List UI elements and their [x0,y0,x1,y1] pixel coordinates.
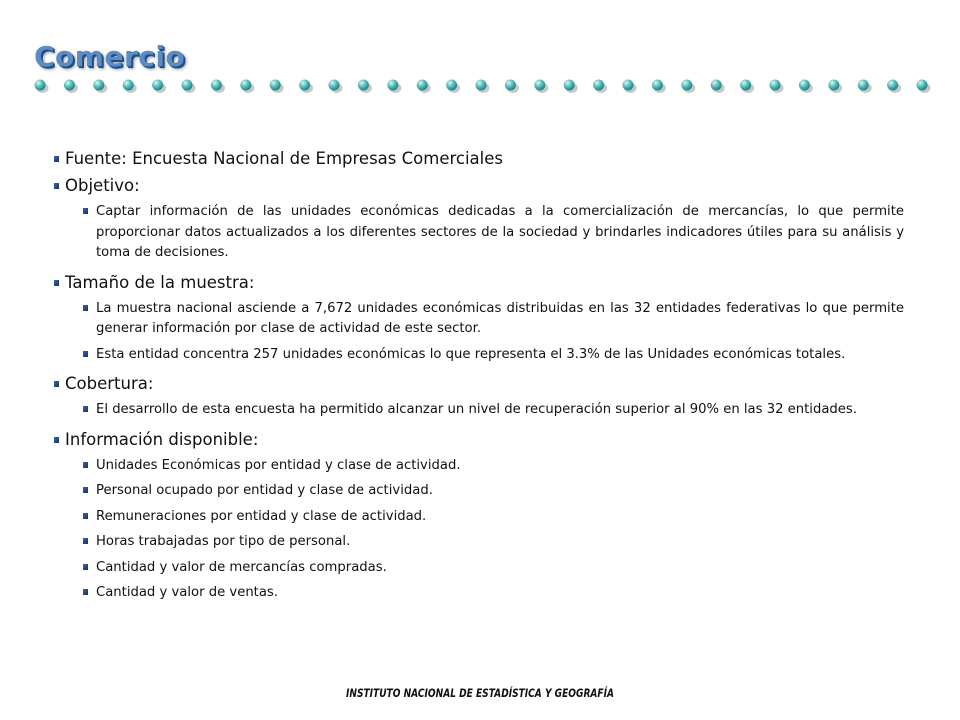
divider-dot [270,80,281,91]
divider-dot [476,80,487,91]
divider-dot [593,80,604,91]
divider-dot [858,80,869,91]
divider-dot [417,80,428,91]
divider-dot [887,80,898,91]
info-item: Remuneraciones por entidad y clase de actividad. [54,507,904,528]
divider-dot [211,80,222,91]
divider-dot [770,80,781,91]
divider-dot [35,80,46,91]
objetivo-text: Captar información de las unidades económicas dedicadas a la comercialización de mercancías, lo que permite proporcionar datos actualizados a los diferentes sectores de la sociedad y brindarles indicadores útiles para su análisis y toma de decisiones. [54,202,904,264]
divider-dot [93,80,104,91]
divider-dot [681,80,692,91]
inegi-footer-logo [346,684,687,702]
bullet-objetivo: Objetivo: [54,175,904,196]
divider-dot [828,80,839,91]
info-item: Cantidad y valor de ventas. [54,583,904,604]
bullet-informacion-disponible: Información disponible: [54,429,904,450]
info-item: Horas trabajadas por tipo de personal. [54,532,904,553]
info-item: Personal ocupado por entidad y clase de actividad. [54,481,904,502]
divider-dot [799,80,810,91]
divider-dot [182,80,193,91]
muestra-entidad-text: Esta entidad concentra 257 unidades económicas lo que representa el 3.3% de las Unidades económicas totales. [54,345,904,366]
divider-dot [534,80,545,91]
divider-dot [123,80,134,91]
bullet-tamano-muestra: Tamaño de la muestra: [54,272,904,293]
objetivo-sublist [54,202,904,264]
divider-dot [623,80,634,91]
divider-dot [64,80,75,91]
dotted-divider [24,74,936,98]
divider-dot [358,80,369,91]
content-list [54,148,904,612]
divider-dot [711,80,722,91]
tamano-sublist [54,299,904,366]
divider-dot [387,80,398,91]
divider-dot [299,80,310,91]
bullet-fuente: Fuente: Encuesta Nacional de Empresas Comerciales [54,148,904,169]
muestra-nacional-text: La muestra nacional asciende a 7,672 unidades económicas distribuidas en las 32 entidades federativas lo que permite generar información por clase de actividad de este sector. [54,299,904,340]
divider-dot [917,80,928,91]
slide-title: Comercio [34,40,186,73]
cobertura-sublist [54,400,904,421]
divider-dot [329,80,340,91]
info-item: Unidades Económicas por entidad y clase de actividad. [54,456,904,477]
bullet-cobertura: Cobertura: [54,373,904,394]
divider-dot [240,80,251,91]
divider-dot [652,80,663,91]
divider-dot [505,80,516,91]
divider-dot [740,80,751,91]
footer-logo-text: INSTITUTO NACIONAL DE ESTADÍSTICA Y GEOGRAFÍA [346,686,687,700]
informacion-sublist [54,456,904,604]
divider-dot [564,80,575,91]
divider-dot [152,80,163,91]
divider-dot [446,80,457,91]
info-item: Cantidad y valor de mercancías compradas. [54,558,904,579]
cobertura-text: El desarrollo de esta encuesta ha permitido alcanzar un nivel de recuperación superior al 90% en las 32 entidades. [54,400,904,421]
